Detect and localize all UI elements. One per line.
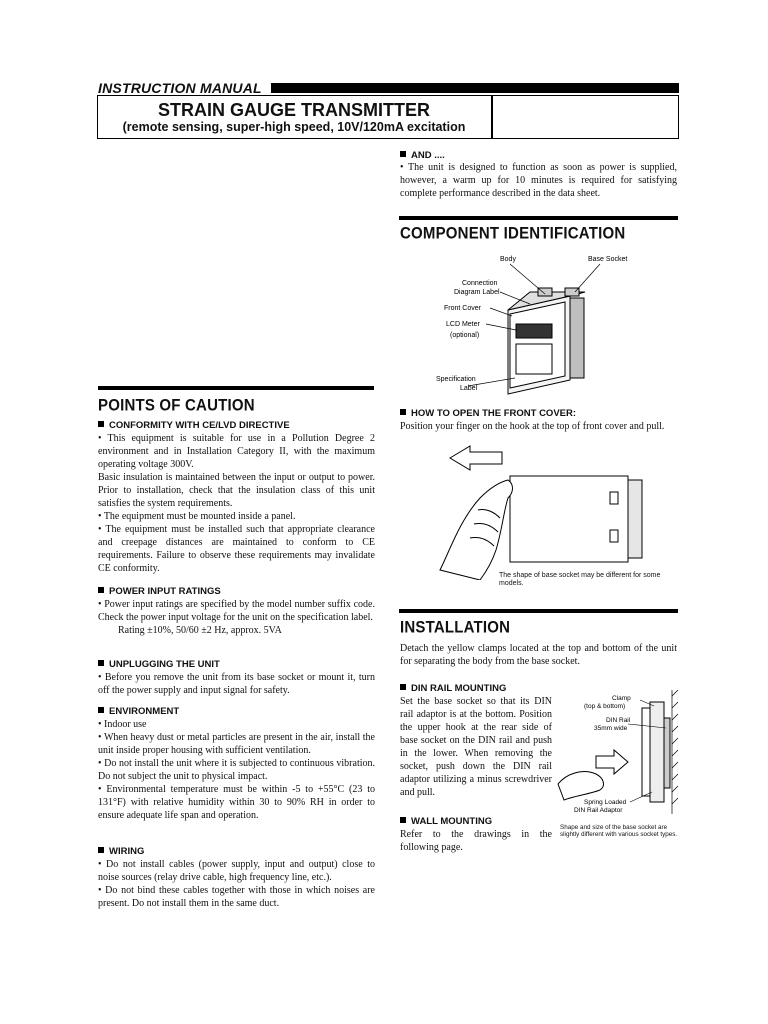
installation-intro: Detach the yellow clamps located at the top and bottom of the unit for separating the body from the base socket. <box>400 643 677 667</box>
label-clamp-2: (top & bottom) <box>584 703 626 710</box>
label-body: Body <box>500 256 516 263</box>
label-front-cover: Front Cover <box>444 305 481 312</box>
push-arrow-icon <box>596 750 628 774</box>
din-rail-diagram <box>556 688 682 818</box>
socket-shape-note: Shape and size of the base socket are slightly different with various socket types. <box>560 824 678 838</box>
label-din-rail-2: 35mm wide <box>594 725 628 732</box>
environment-heading: ENVIRONMENT <box>98 706 179 717</box>
front-cover-text: Position your finger on the hook at the top of front cover and pull. <box>400 421 665 432</box>
label-connection-2: Diagram Label <box>454 289 500 296</box>
hand-icon <box>440 480 513 580</box>
title-divider <box>491 95 493 139</box>
front-cover-caption: The shape of base socket may be different for some models. <box>499 572 661 587</box>
environment-text: • Indoor use • When heavy dust or metal particles are present in the air, install the unit inside proper housing with sufficient ventilation. • Do not install the unit where it is subjected to continuous vibration. Do not subject the unit to physical impact. • Environmental temperature must be within -5 to +55°C (23 to 131°F) with relative humidity within 30 to 90% RH in order to ensure adequate life span and operation. <box>98 719 375 821</box>
installation-title: INSTALLATION <box>400 618 511 637</box>
label-optional: (optional) <box>450 332 480 339</box>
label-base-socket: Base Socket <box>588 256 628 263</box>
power-input-text: • Power input ratings are specified by the model number suffix code. Check the power input voltage for the unit on the specification label. Rating ±10%, 50/60 ±2 Hz, approx. 5VA <box>98 599 375 636</box>
wiring-text: • Do not install cables (power supply, input and output) close to noise sources (relay drive cable, high frequency line, etc.). • Do not bind these cables together with those in which noises are present. Do not install them in the same duct. <box>98 859 375 909</box>
document-subtitle: (remote sensing, super-high speed, 10V/120mA excitation <box>122 120 466 134</box>
din-rail-heading: DIN RAIL MOUNTING <box>400 683 506 694</box>
unplugging-text: • Before you remove the unit from its base socket or mount it, turn off the power supply and input signal for safety. <box>98 672 375 696</box>
label-spring-1: Spring Loaded <box>584 799 627 806</box>
power-input-heading: POWER INPUT RATINGS <box>98 586 221 597</box>
points-of-caution-title: POINTS OF CAUTION <box>98 396 255 415</box>
and-heading: AND .... <box>400 150 445 161</box>
label-spec-2: Label <box>460 385 478 392</box>
pull-arrow-icon <box>450 446 502 470</box>
label-connection-1: Connection <box>462 280 498 287</box>
front-cover-diagram <box>430 440 650 580</box>
manual-label: INSTRUCTION MANUAL <box>98 80 262 96</box>
wall-mounting-text: Refer to the drawings in the following page. <box>400 829 552 853</box>
label-clamp-1: Clamp <box>612 695 631 702</box>
wiring-heading: WIRING <box>98 846 144 857</box>
and-text: • The unit is designed to function as soon as power is supplied, however, a warm up for 10 minutes is required for satisfying complete performance described in the data sheet. <box>400 162 677 199</box>
ce-lvd-text: • This equipment is suitable for use in a Pollution Degree 2 environment and in Installation Category II, with the maximum operating voltage 300V. Basic insulation is maintained between the input or output to power. Prior to installation, check that the insulation class of this unit satisfies the system requirements. • The equipment must be mounted inside a panel. • The equipment must be installed such that appropriate clearance and creepage distances are maintained to conform to CE requirements. Failure to observe these requirements may invalidate CE conformity. <box>98 433 375 574</box>
front-cover-heading: HOW TO OPEN THE FRONT COVER: <box>400 408 576 419</box>
ce-lvd-heading: CONFORMITY WITH CE/LVD DIRECTIVE <box>98 420 290 431</box>
document-title: STRAIN GAUGE TRANSMITTER <box>158 100 430 120</box>
wall-mounting-heading: WALL MOUNTING <box>400 816 492 827</box>
header-bar <box>271 83 679 93</box>
label-spec-1: Specification <box>436 376 476 383</box>
din-rail-text: Set the base socket so that its DIN rail adaptor is at the bottom. Position the upper hook at the rear side of base socket on the DIN rail and push in the lower. When removing the socket, push down the DIN rail adaptor utilizing a minus screwdriver and pull. <box>400 696 552 798</box>
installation-rule <box>399 609 678 613</box>
label-spring-2: DIN Rail Adaptor <box>574 807 623 814</box>
label-lcd-meter: LCD Meter <box>446 321 480 328</box>
component-identification-title: COMPONENT IDENTIFICATION <box>400 224 626 243</box>
caution-rule <box>98 386 374 390</box>
component-diagram <box>420 248 660 398</box>
unplugging-heading: UNPLUGGING THE UNIT <box>98 659 220 670</box>
hand-push-icon <box>558 772 603 800</box>
component-rule <box>399 216 678 220</box>
label-din-rail-1: DIN Rail <box>606 717 631 724</box>
